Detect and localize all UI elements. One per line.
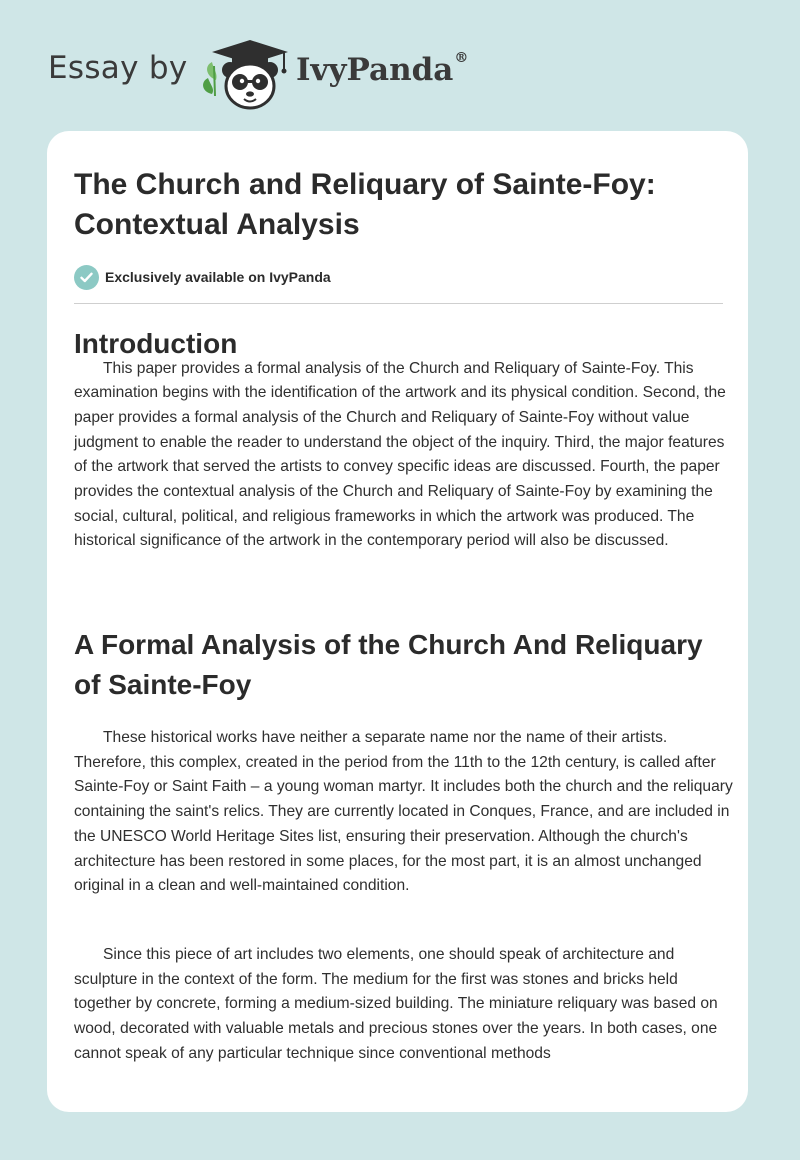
essay-card [47, 131, 748, 1112]
panda-graduate-logo-icon [198, 36, 294, 112]
paragraph: Since this piece of art includes two elements, one should speak of architecture and sculpture in the context of the form. The medium for the first was stones and bricks held together by concrete, forming a medium-sized building. The miniature reliquary was based on wood, decorated with valuable metals and precious stones over the years. In both cases, one cannot speak of any particular technique since conventional methods [74, 946, 718, 1062]
section-heading-formal-analysis: A Formal Analysis of the Church And Reliquary of Sainte-Foy [74, 629, 703, 700]
site-header [0, 0, 800, 130]
exclusive-badge-label: Exclusively available on IvyPanda [105, 269, 331, 285]
exclusive-badge [74, 264, 331, 290]
paragraph: These historical works have neither a separate name nor the name of their artists. Therefore, this complex, created in the period from the 11th to the 12th century, is called after Sainte-Foy or Saint Faith – a young woman martyr. It includes both the church and the reliquary containing the saint's relics. They are currently located in Conques, France, and are included in the UNESCO World Heritage Sites list, ensuring their preservation. Although the church's architecture has been restored in some places, for the most part, it is an almost unchanged original in a clean and well-maintained condition. [74, 729, 733, 895]
essay-by-label: Essay by [48, 50, 188, 86]
title-divider [74, 303, 723, 304]
paragraph: This paper provides a formal analysis of the Church and Reliquary of Sainte-Foy. This examination begins with the identification of the artwork and its physical condition. Second, the paper provides a formal analysis of the Church and Reliquary of Sainte-Foy without value judgment to enable the reader to understand the object of the inquiry. Third, the major features of the artwork that served the artists to convey specific ideas are discussed. Fourth, the paper provides the contextual analysis of the Church and Reliquary of Sainte-Foy by examining the social, cultural, political, and religious frameworks in which the artwork was produced. The historical significance of the artwork in the contemporary period will also be discussed. [74, 359, 726, 550]
section-heading-introduction: Introduction [74, 328, 238, 359]
page-title: The Church and Reliquary of Sainte-Foy: Contextual Analysis [74, 168, 656, 241]
check-circle-icon [74, 265, 99, 290]
brand-name: IvyPanda® [296, 50, 469, 88]
